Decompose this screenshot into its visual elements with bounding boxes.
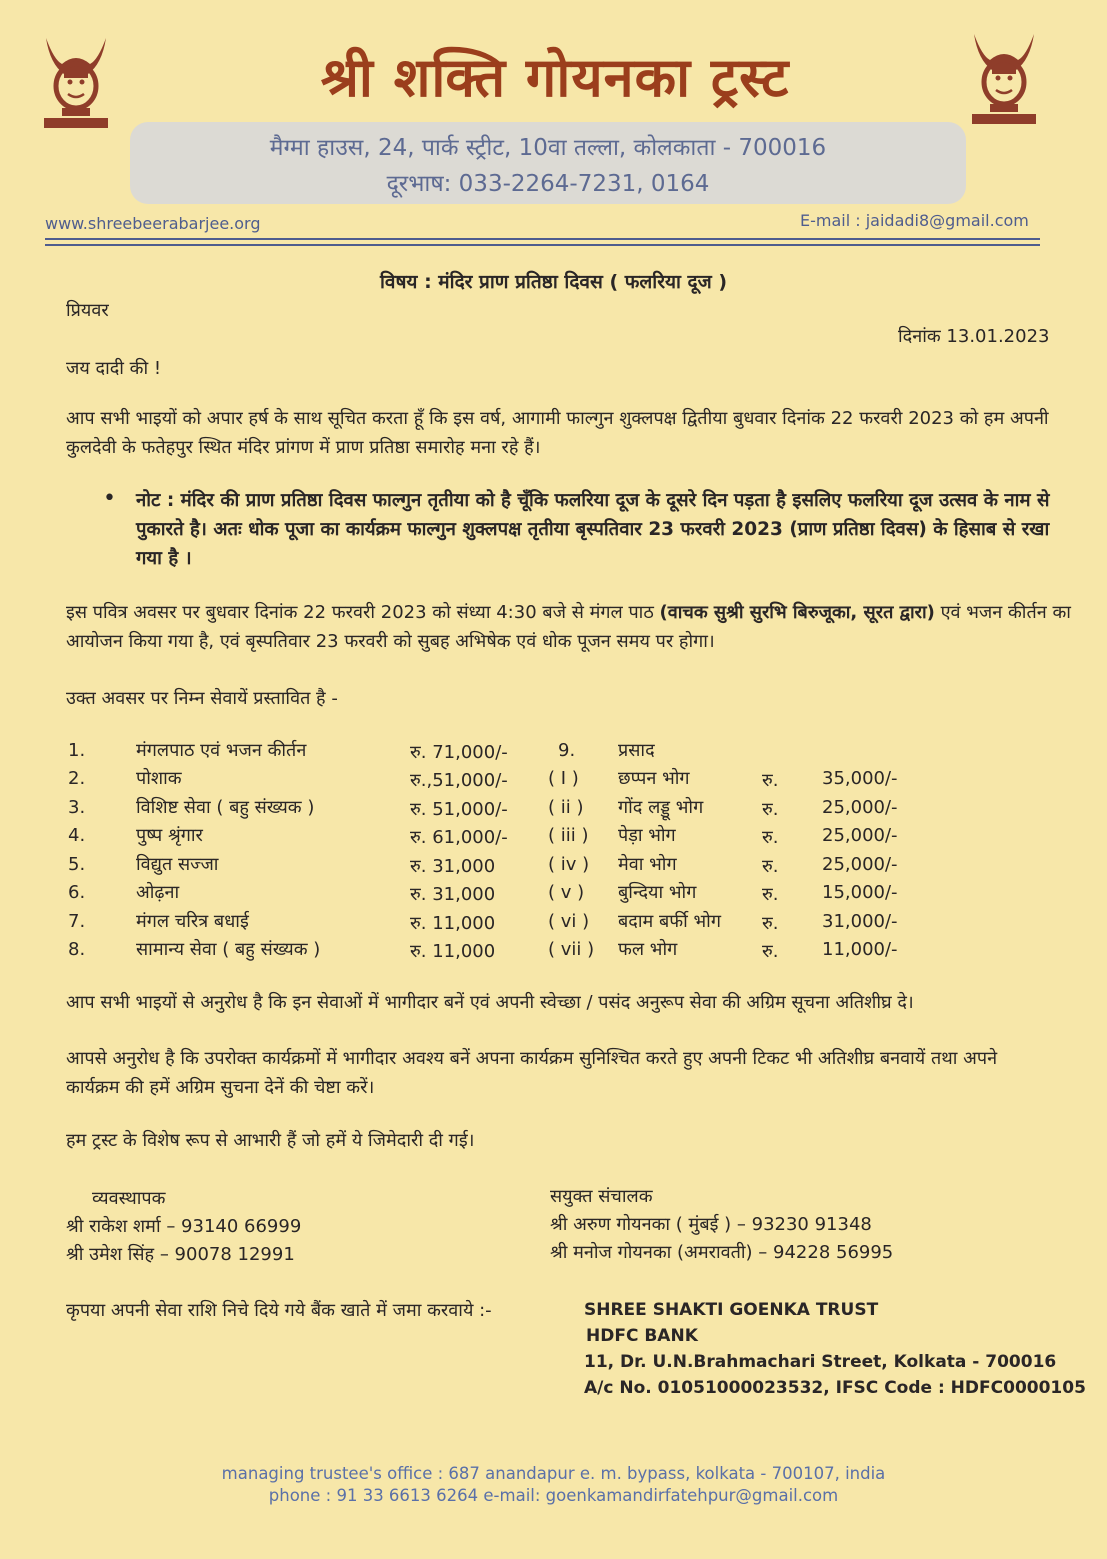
service-name: सामान्य सेवा ( बहु संख्यक ) — [136, 939, 321, 960]
request-paragraph: आप सभी भाइयों से अनुरोध है कि इन सेवाओं में भागीदार बनें एवं अपनी स्वेच्छा / पसंद अनुरूप सेवा की अग्रिम सूचना अतिशीघ्र दे। — [66, 992, 914, 1013]
service-name: विशिष्ट सेवा ( बहु संख्यक ) — [136, 797, 315, 818]
prasad-item-name: पेड़ा भोग — [618, 825, 676, 846]
service-number: 2. — [68, 768, 86, 789]
prasad-item-number: ( ii ) — [548, 797, 584, 818]
service-amount: रु. 71,000/- — [410, 742, 508, 763]
service-name: पुष्प श्रृंगार — [136, 825, 203, 846]
managers-title: व्यवस्थापक — [92, 1188, 166, 1209]
service-amount: रु. 11,000 — [410, 941, 496, 962]
prasad-item-amount: 35,000/- — [822, 768, 898, 789]
prasad-item-number: ( iv ) — [548, 854, 590, 875]
address-line: मैग्मा हाउस, 24, पार्क स्ट्रीट, 10वा तल्ला, कोलकाता - 700016 — [269, 135, 827, 161]
prasad-number: 9. — [558, 740, 576, 761]
service-amount: रु. 51,000/- — [410, 799, 508, 820]
prasad-item-number: ( vi ) — [548, 911, 590, 932]
prasad-item-name: बुन्दिया भोग — [618, 882, 697, 903]
prasad-item-amount: 31,000/- — [822, 911, 898, 932]
service-number: 1. — [68, 740, 86, 761]
event-text: इस पवित्र अवसर पर बुधवार दिनांक 22 फरवरी 2023 को संध्या 4:30 बजे से मंगल पाठ — [66, 602, 660, 623]
ticket-paragraph: आपसे अनुरोध है कि उपरोक्त कार्यक्रमों में भागीदार अवश्य बनें अपना कार्यक्रम सुनिश्चित करते हुए अपनी टिकट भी अतिशीघ्र बनवायें तथा अपने कार्यक्रम की हमें अग्रिम सुचना देनें की चेष्टा करें। — [66, 1048, 998, 1098]
bank-name: HDFC BANK — [586, 1326, 698, 1346]
prasad-item-name: फल भोग — [618, 939, 678, 960]
greeting: जय दादी की ! — [66, 358, 162, 379]
service-name: मंगलपाठ एवं भजन कीर्तन — [136, 740, 307, 761]
service-number: 8. — [68, 939, 86, 960]
prasad-item-currency: रु. — [762, 799, 779, 820]
service-name: ओढ़ना — [136, 882, 180, 903]
prasad-item-amount: 25,000/- — [822, 797, 898, 818]
reader-name: (वाचक सुश्री सुरभि बिरुजूका, सूरत द्वारा) — [659, 602, 935, 623]
prasad-item-name: गोंद लड्डू भोग — [618, 797, 704, 818]
service-number: 6. — [68, 882, 86, 903]
service-amount: रु. 31,000 — [410, 884, 496, 905]
prasad-item-number: ( v ) — [548, 882, 585, 903]
prasad-item-amount: 11,000/- — [822, 939, 898, 960]
letter-subject: विषय : मंदिर प्राण प्रतिष्ठा दिवस ( फलरिया दूज ) — [379, 271, 728, 293]
services-intro: उक्त अवसर पर निम्न सेवायें प्रस्तावित है - — [66, 688, 338, 709]
manager-contact: श्री राकेश शर्मा – 93140 66999 — [66, 1216, 302, 1237]
prasad-item-name: बदाम बर्फी भोग — [618, 911, 721, 932]
letter-date: दिनांक 13.01.2023 — [898, 326, 1050, 347]
trust-logo-right-icon — [968, 30, 1040, 130]
service-amount: रु. 61,000/- — [410, 827, 508, 848]
service-number: 7. — [68, 911, 86, 932]
prasad-item-currency: रु. — [762, 913, 779, 934]
prasad-item-name: छप्पन भोग — [618, 768, 690, 789]
service-amount: रु. 31,000 — [410, 856, 496, 877]
director-contact: श्री अरुण गोयनका ( मुंबई ) – 93230 91348 — [550, 1214, 872, 1235]
service-amount: रु.,51,000/- — [410, 770, 508, 791]
divider — [45, 244, 1040, 246]
bank-account-name: SHREE SHAKTI GOENKA TRUST — [584, 1300, 879, 1320]
director-contact: श्री मनोज गोयनका (अमरावती) – 94228 56995 — [550, 1242, 894, 1263]
directors-title: सयुक्त संचालक — [550, 1186, 653, 1207]
service-name: मंगल चरित्र बधाई — [136, 911, 249, 932]
prasad-item-number: ( I ) — [548, 768, 579, 789]
service-number: 4. — [68, 825, 86, 846]
salutation: प्रियवर — [66, 300, 109, 321]
note-paragraph: नोट : मंदिर की प्राण प्रतिष्ठा दिवस फाल्गुन तृतीया को है चूँकि फलरिया दूज के दूसरे दिन पड़ता है इसलिए फलरिया दूज उत्सव के नाम से पुकारते है। अतः धोक पूजा का कार्यक्रम फाल्गुन शुक्लपक्ष तृतीया बृस्पतिवार 23 फरवरी 2023 (प्राण प्रतिष्ठा दिवस) के हिसाब से रखा गया है । — [136, 490, 1050, 569]
service-name: पोशाक — [136, 768, 182, 789]
prasad-item-currency: रु. — [762, 827, 779, 848]
service-amount: रु. 11,000 — [410, 913, 496, 934]
service-number: 3. — [68, 797, 86, 818]
manager-contact: श्री उमेश सिंह – 90078 12991 — [66, 1244, 295, 1265]
event-paragraph — [66, 598, 1076, 656]
prasad-item-currency: रु. — [762, 941, 779, 962]
prasad-item-amount: 15,000/- — [822, 882, 898, 903]
phone-line: दूरभाष: 033-2264-7231, 0164 — [386, 171, 710, 197]
service-number: 5. — [68, 854, 86, 875]
bank-address: 11, Dr. U.N.Brahmachari Street, Kolkata - 700016 — [584, 1352, 1057, 1372]
service-name: विद्युत सज्जा — [136, 854, 219, 875]
prasad-item-number: ( iii ) — [548, 825, 589, 846]
prasad-item-amount: 25,000/- — [822, 825, 898, 846]
services-table — [0, 738, 1107, 968]
website-link[interactable]: www.shreebeerabarjee.org — [45, 214, 261, 233]
bullet-icon: • — [103, 486, 116, 511]
email-link[interactable]: E-mail : jaidadi8@gmail.com — [800, 211, 1029, 230]
trust-title: श्री शक्ति गोयनका ट्रस्ट — [320, 45, 790, 109]
prasad-item-amount: 25,000/- — [822, 854, 898, 875]
trust-logo-left-icon — [40, 34, 112, 134]
prasad-item-currency: रु. — [762, 856, 779, 877]
prasad-item-number: ( vii ) — [548, 939, 595, 960]
prasad-item-currency: रु. — [762, 884, 779, 905]
address-box — [130, 122, 966, 204]
prasad-item-currency: रु. — [762, 770, 779, 791]
prasad-item-name: मेवा भोग — [618, 854, 677, 875]
thanks-paragraph: हम ट्रस्ट के विशेष रूप से आभारी हैं जो हमें ये जिमेदारी दी गई। — [66, 1130, 475, 1151]
footer-contact: phone : 91 33 6613 6264 e-mail: goenkamandirfatehpur@gmail.com — [268, 1486, 839, 1505]
divider — [45, 238, 1040, 240]
event-text-2: एवं भजन कीर्तन का आयोजन किया गया है, एवं बृस्पतिवार 23 फरवरी को सुबह अभिषेक एवं धोक पूजन समय पर होगा। — [66, 602, 1071, 652]
prasad-title: प्रसाद — [618, 740, 655, 761]
bank-account-details: A/c No. 01051000023532, IFSC Code : HDFC0000105 — [584, 1378, 1086, 1398]
intro-paragraph: आप सभी भाइयों को अपार हर्ष के साथ सूचित करता हूँ कि इस वर्ष, आगामी फाल्गुन शुक्लपक्ष द्वितीया बुधवार दिनांक 22 फरवरी 2023 को हम अपनी कुलदेवी के फतेहपुर स्थित मंदिर प्रांगण में प्राण प्रतिष्ठा समारोह मना रहे हैं। — [66, 408, 1049, 458]
footer-office: managing trustee's office : 687 anandapur e. m. bypass, kolkata - 700107, india — [221, 1464, 886, 1483]
bank-intro: कृपया अपनी सेवा राशि निचे दिये गये बैंक खाते में जमा करवाये :- — [66, 1300, 492, 1321]
